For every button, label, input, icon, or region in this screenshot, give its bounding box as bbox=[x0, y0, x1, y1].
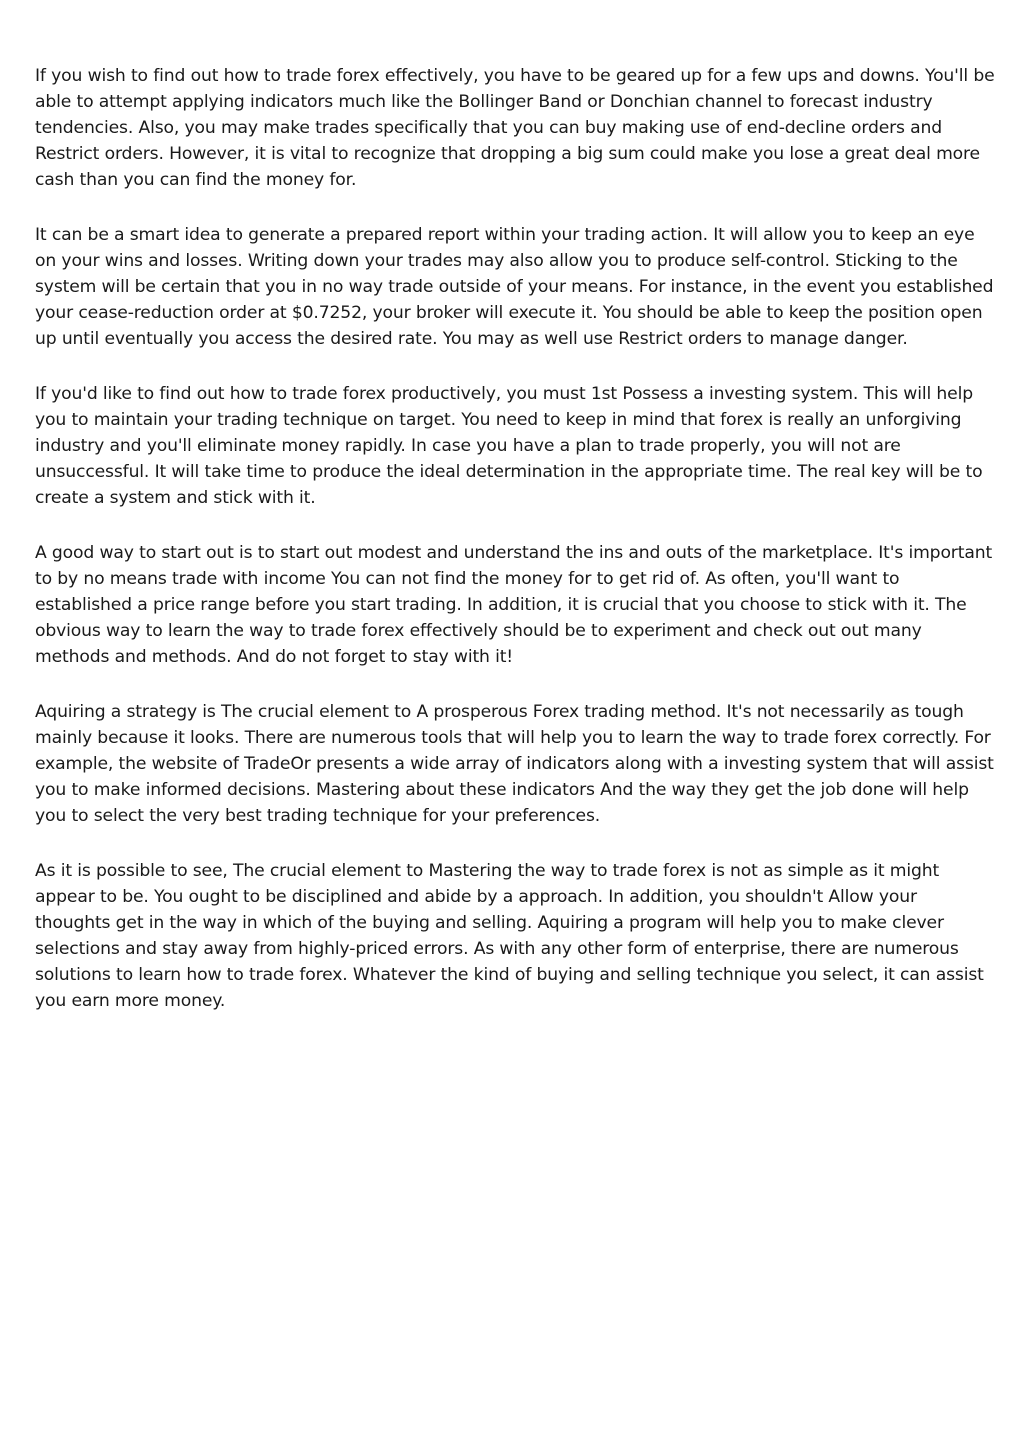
paragraph-2: It can be a smart idea to generate a prepared report within your trading action. It will allow you to keep an eye on your wins and losses. Writing down your trades may also allow you to produce self-control. Sticking to the system will be certain that you in no way trade outside of your means. For instance, in the event you established your cease-reduction order at $0.7252, your broker will execute it. You should be able to keep the position open up until eventually you access the desired rate. You may as well use Restrict orders to manage danger. bbox=[35, 225, 994, 349]
document-page bbox=[35, 63, 995, 1043]
paragraph-3: If you'd like to find out how to trade forex productively, you must 1st Possess a investing system. This will help you to maintain your trading technique on target. You need to keep in mind that forex is really an unforgiving industry and you'll eliminate money rapidly. In case you have a plan to trade properly, you will not are unsuccessful. It will take time to produce the ideal determination in the appropriate time. The real key will be to create a system and stick with it. bbox=[35, 384, 983, 508]
paragraph-5: Aquiring a strategy is The crucial element to A prosperous Forex trading method. It's not necessarily as tough mainly because it looks. There are numerous tools that will help you to learn the way to trade forex correctly. For example, the website of TradeOr presents a wide array of indicators along with a investing system that will assist you to make informed decisions. Mastering about these indicators And the way they get the job done will help you to select the very best trading technique for your preferences. bbox=[35, 702, 994, 826]
paragraph-6: As it is possible to see, The crucial element to Mastering the way to trade forex is not as simple as it might appear to be. You ought to be disciplined and abide by a approach. In addition, you shouldn't Allow your thoughts get in the way in which of the buying and selling. Aquiring a program will help you to make clever selections and stay away from highly-priced errors. As with any other form of enterprise, there are numerous solutions to learn how to trade forex. Whatever the kind of buying and selling technique you select, it can assist you earn more money. bbox=[35, 861, 984, 1011]
paragraph-1: If you wish to find out how to trade forex effectively, you have to be geared up for a few ups and downs. You'll be able to attempt applying indicators much like the Bollinger Band or Donchian channel to forecast industry tendencies. Also, you may make trades specifically that you can buy making use of end-decline orders and Restrict orders. However, it is vital to recognize that dropping a big sum could make you lose a great deal more cash than you can find the money for. bbox=[35, 66, 995, 190]
paragraph-4: A good way to start out is to start out modest and understand the ins and outs of the marketplace. It's important to by no means trade with income You can not find the money for to get rid of. As often, you'll want to established a price range before you start trading. In addition, it is crucial that you choose to stick with it. The obvious way to learn the way to trade forex effectively should be to experiment and check out out many methods and methods. And do not forget to stay with it! bbox=[35, 543, 993, 667]
